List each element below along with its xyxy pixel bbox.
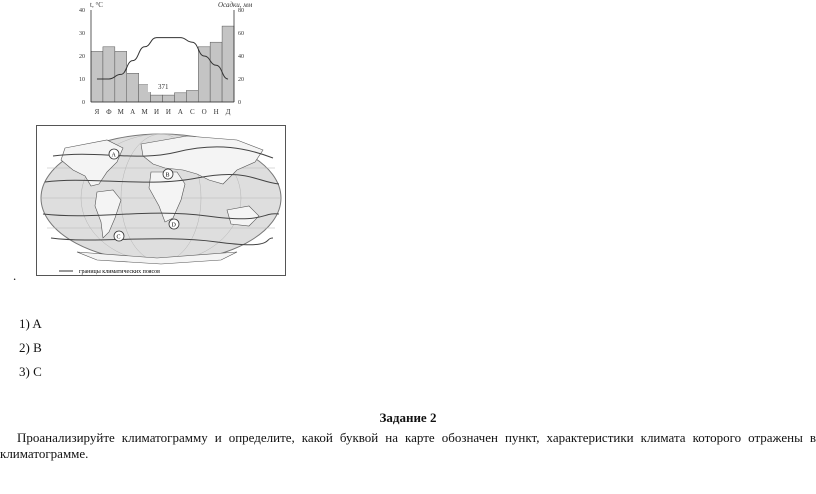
- y-right-tick: 40: [238, 54, 244, 60]
- month-label: Н: [213, 108, 219, 116]
- precip-bar: [174, 93, 186, 102]
- annotation-text: 371: [158, 83, 169, 91]
- y-left-tick: 20: [79, 54, 85, 60]
- map-drawing: [37, 126, 285, 275]
- y-right-label: Осадки, мм: [218, 1, 253, 9]
- y-left-tick: 40: [79, 8, 85, 14]
- y-left-label: t, °C: [90, 1, 103, 9]
- marker-c-label: C: [116, 234, 121, 241]
- precip-bar: [103, 47, 115, 102]
- month-label: И: [165, 108, 171, 116]
- month-label: И: [154, 108, 160, 116]
- dot-marker: .: [13, 268, 17, 283]
- marker-d-label: D: [171, 222, 176, 229]
- month-label: Д: [225, 108, 231, 116]
- month-label: Ф: [106, 108, 112, 116]
- y-left-tick: 30: [79, 31, 85, 37]
- task-title: Задание 2: [379, 410, 437, 425]
- y-right-tick: 20: [238, 77, 244, 83]
- precip-bar: [210, 42, 222, 102]
- y-left-ticks: [79, 8, 85, 106]
- precip-bar: [151, 95, 163, 102]
- climatogram-chart: [70, 0, 260, 118]
- y-right-tick: 80: [238, 8, 244, 14]
- month-label: М: [117, 108, 124, 116]
- y-right-tick: 0: [238, 100, 241, 106]
- y-left-tick: 10: [79, 77, 85, 83]
- month-label: А: [130, 108, 136, 116]
- month-labels: [95, 108, 231, 116]
- task-paragraph: [0, 430, 816, 462]
- answer-option-2[interactable]: 2) B: [19, 340, 42, 355]
- answer-option-3[interactable]: 3) C: [19, 364, 42, 379]
- precip-bar: [91, 51, 103, 102]
- month-label: А: [177, 108, 183, 116]
- month-label: О: [201, 108, 207, 116]
- y-right-ticks: [238, 8, 244, 106]
- precip-bar: [186, 91, 198, 103]
- precip-bar: [198, 47, 210, 102]
- world-climate-map: [36, 125, 286, 276]
- y-right-tick: 60: [238, 31, 244, 37]
- precip-bar: [127, 73, 139, 102]
- marker-a-label: A: [111, 152, 116, 159]
- month-label: М: [141, 108, 148, 116]
- y-left-tick: 0: [82, 100, 85, 106]
- precip-bar: [222, 26, 234, 102]
- precip-bar: [163, 95, 175, 102]
- month-label: Я: [94, 108, 100, 116]
- answer-option-1[interactable]: 1) A: [19, 316, 42, 331]
- month-label: С: [189, 108, 195, 116]
- task-text: Проанализируйте климатограмму и определите, какой буквой на карте обозначен пункт, характеристики климата которого отражены в климатограмме.: [0, 430, 816, 461]
- precip-bar: [115, 51, 127, 102]
- legend-text: границы климатических поясов: [79, 269, 160, 275]
- marker-b-label: B: [165, 172, 170, 179]
